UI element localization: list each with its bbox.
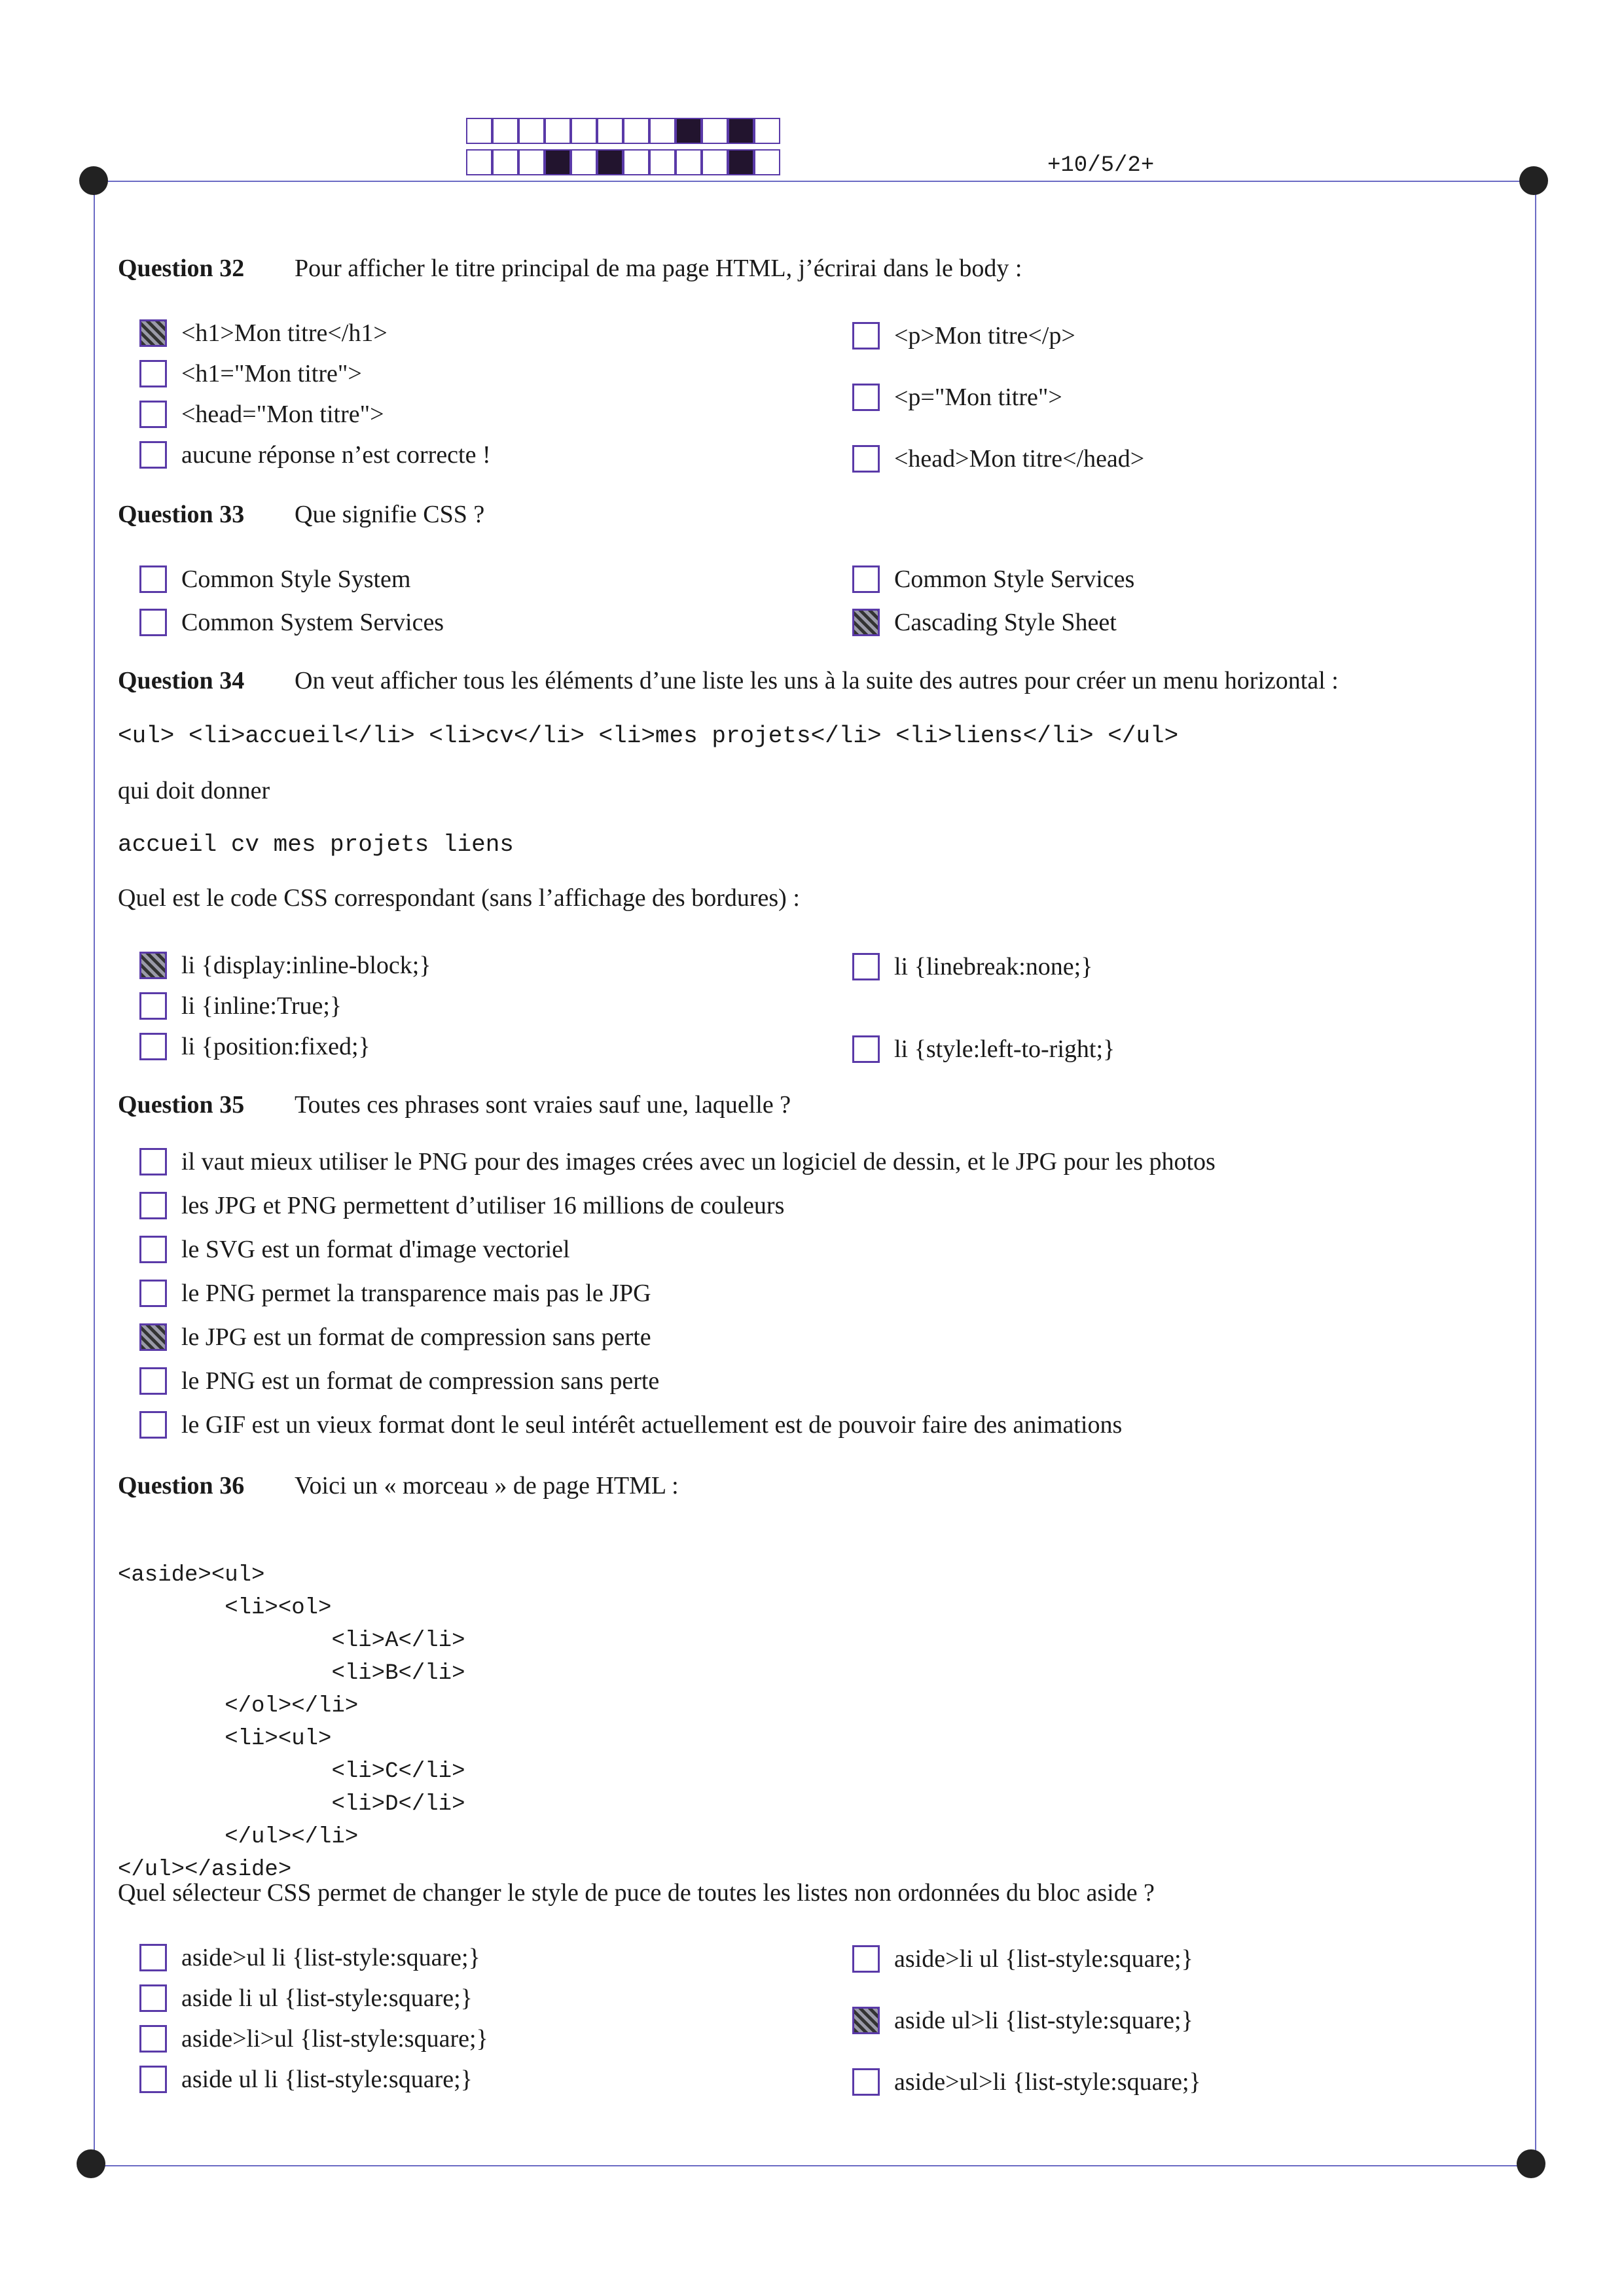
code-box — [466, 149, 492, 175]
q36-option-7[interactable] — [852, 2067, 1201, 2097]
corner-marker-bottom-right — [1517, 2149, 1545, 2178]
code-box — [492, 149, 518, 175]
checkbox[interactable] — [852, 2007, 880, 2034]
code-line: <aside><ul> — [118, 1563, 265, 1588]
checkbox[interactable] — [852, 565, 880, 593]
corner-marker-top-left — [79, 166, 108, 195]
question-36 — [118, 1471, 679, 1500]
q36-option-3[interactable] — [139, 2024, 488, 2054]
q34-option-2[interactable] — [139, 991, 342, 1021]
q34-option-4[interactable] — [852, 952, 1092, 982]
checkbox[interactable] — [139, 1367, 167, 1395]
code-line: <li>A</li> — [118, 1628, 465, 1653]
question-number: Question 36 — [118, 1472, 245, 1499]
option-label: aside>ul>li {list-style:square;} — [894, 2068, 1201, 2096]
corner-marker-bottom-left — [77, 2149, 105, 2178]
checkbox[interactable] — [139, 1280, 167, 1307]
q32-option-1[interactable] — [139, 318, 388, 348]
q34-result-line: accueil cv mes projets liens — [118, 831, 514, 858]
checkbox[interactable] — [139, 2025, 167, 2053]
q34-option-3[interactable] — [139, 1031, 370, 1062]
code-box — [518, 149, 545, 175]
q35-option-1[interactable] — [139, 1147, 1216, 1177]
code-box — [754, 149, 780, 175]
question-number: Question 34 — [118, 667, 245, 694]
code-box — [728, 118, 754, 144]
code-box — [623, 118, 649, 144]
option-label: il vaut mieux utiliser le PNG pour des images crées avec un logiciel de dessin, et le JPG pour les photos — [181, 1148, 1216, 1175]
question-text: Voici un « morceau » de page HTML : — [295, 1472, 679, 1499]
checkbox[interactable] — [852, 384, 880, 411]
q33-option-3[interactable] — [852, 564, 1134, 594]
checkbox[interactable] — [139, 565, 167, 593]
q36-question: Quel sélecteur CSS permet de changer le style de puce de toutes les listes non ordonnées du bloc aside ? — [118, 1879, 1155, 1907]
code-box — [545, 149, 571, 175]
code-box — [623, 149, 649, 175]
q33-option-2[interactable] — [139, 607, 444, 637]
checkbox[interactable] — [852, 1945, 880, 1973]
code-box — [597, 149, 623, 175]
checkbox[interactable] — [139, 1984, 167, 2012]
option-label: li {inline:True;} — [181, 992, 342, 1020]
code-line: <li>D</li> — [118, 1792, 465, 1817]
checkbox[interactable] — [139, 360, 167, 387]
q35-option-5[interactable] — [139, 1322, 651, 1352]
checkbox[interactable] — [139, 319, 167, 347]
option-label: Common Style Services — [894, 565, 1135, 593]
option-label: le SVG est un format d'image vectoriel — [181, 1236, 570, 1263]
checkbox[interactable] — [852, 322, 880, 350]
option-label: li {linebreak:none;} — [894, 953, 1093, 980]
checkbox[interactable] — [139, 1236, 167, 1263]
q34-option-1[interactable] — [139, 950, 431, 980]
option-label: le PNG permet la transparence mais pas le JPG — [181, 1280, 651, 1307]
question-number: Question 33 — [118, 501, 245, 528]
q34-code-line: <ul> <li>accueil</li> <li>cv</li> <li>mes projets</li> <li>liens</li> </ul> — [118, 723, 1179, 749]
code-box — [571, 149, 597, 175]
q36-option-2[interactable] — [139, 1983, 473, 2013]
checkbox[interactable] — [139, 1323, 167, 1351]
q32-option-4[interactable] — [139, 440, 491, 470]
code-line: <li>B</li> — [118, 1661, 465, 1686]
option-label: aside li ul {list-style:square;} — [181, 1984, 473, 2012]
option-label: aucune réponse n’est correcte ! — [181, 441, 491, 469]
q32-option-3[interactable] — [139, 399, 384, 429]
code-line: </ul></aside> — [118, 1857, 292, 1882]
q32-option-2[interactable] — [139, 359, 362, 389]
question-text: Que signifie CSS ? — [295, 501, 485, 528]
checkbox[interactable] — [139, 609, 167, 636]
checkbox[interactable] — [852, 445, 880, 473]
question-number: Question 32 — [118, 255, 245, 282]
option-label: li {display:inline-block;} — [181, 952, 431, 979]
corner-marker-top-right — [1519, 166, 1548, 195]
question-number: Question 35 — [118, 1091, 245, 1119]
code-box — [518, 118, 545, 144]
checkbox[interactable] — [139, 1192, 167, 1219]
code-line: </ol></li> — [118, 1694, 359, 1719]
question-35 — [118, 1090, 791, 1119]
code-box — [676, 149, 702, 175]
code-box — [754, 118, 780, 144]
code-box — [676, 118, 702, 144]
q32-option-6[interactable] — [852, 382, 1062, 412]
checkbox[interactable] — [852, 609, 880, 636]
q34-question: Quel est le code CSS correspondant (sans l’affichage des bordures) : — [118, 884, 800, 912]
option-label: aside>li>ul {list-style:square;} — [181, 2025, 488, 2053]
option-label: Common System Services — [181, 609, 444, 636]
q35-option-7[interactable] — [139, 1410, 1122, 1440]
checkbox[interactable] — [139, 401, 167, 428]
option-label: les JPG et PNG permettent d’utiliser 16 millions de couleurs — [181, 1192, 785, 1219]
q35-option-3[interactable] — [139, 1234, 570, 1265]
option-label: Cascading Style Sheet — [894, 609, 1117, 636]
q36-code-block — [118, 1526, 465, 1919]
option-label: aside>li ul {list-style:square;} — [894, 1945, 1193, 1973]
option-label: <p>Mon titre</p> — [894, 322, 1075, 350]
option-label: <head>Mon titre</head> — [894, 445, 1145, 473]
code-box — [702, 149, 728, 175]
code-box — [545, 118, 571, 144]
option-label: aside>ul li {list-style:square;} — [181, 1944, 480, 1971]
option-label: le GIF est un vieux format dont le seul intérêt actuellement est de pouvoir faire des animations — [181, 1411, 1123, 1439]
checkbox[interactable] — [139, 2066, 167, 2093]
option-label: <p="Mon titre"> — [894, 384, 1062, 411]
code-line: </ul></li> — [118, 1825, 359, 1850]
q32-option-7[interactable] — [852, 444, 1144, 474]
q34-option-5[interactable] — [852, 1034, 1115, 1064]
code-box — [702, 118, 728, 144]
question-34 — [118, 666, 1339, 695]
checkbox[interactable] — [139, 1033, 167, 1060]
checkbox[interactable] — [139, 441, 167, 469]
q36-option-5[interactable] — [852, 1944, 1193, 1974]
question-33 — [118, 500, 484, 529]
option-label: li {position:fixed;} — [181, 1033, 370, 1060]
q35-option-6[interactable] — [139, 1366, 659, 1396]
code-box — [466, 118, 492, 144]
checkbox[interactable] — [139, 1411, 167, 1439]
checkbox[interactable] — [852, 953, 880, 980]
sheet-id: +10/5/2+ — [1047, 153, 1155, 178]
q36-option-1[interactable] — [139, 1943, 480, 1973]
question-32 — [118, 254, 1022, 283]
checkbox[interactable] — [139, 952, 167, 979]
code-line: <li><ul> — [118, 1727, 332, 1751]
question-text: Pour afficher le titre principal de ma page HTML, j’écrirai dans le body : — [295, 255, 1022, 282]
checkbox[interactable] — [852, 1035, 880, 1063]
code-box — [492, 118, 518, 144]
checkbox[interactable] — [139, 1148, 167, 1175]
code-box — [649, 118, 676, 144]
code-box — [571, 118, 597, 144]
option-label: <h1="Mon titre"> — [181, 360, 362, 387]
checkbox[interactable] — [139, 1944, 167, 1971]
checkbox[interactable] — [852, 2068, 880, 2096]
q36-option-6[interactable] — [852, 2005, 1193, 2036]
option-label: le PNG est un format de compression sans perte — [181, 1367, 660, 1395]
q34-mid-text: qui doit donner — [118, 777, 270, 804]
option-label: aside ul>li {list-style:square;} — [894, 2007, 1193, 2034]
code-line: <li>C</li> — [118, 1759, 465, 1784]
question-text: On veut afficher tous les éléments d’une liste les uns à la suite des autres pour créer un menu horizontal : — [295, 667, 1339, 694]
code-box — [728, 149, 754, 175]
q35-option-2[interactable] — [139, 1191, 784, 1221]
q32-option-5[interactable] — [852, 321, 1075, 351]
checkbox[interactable] — [139, 992, 167, 1020]
option-label: <head="Mon titre"> — [181, 401, 384, 428]
q33-option-1[interactable] — [139, 564, 410, 594]
q36-option-4[interactable] — [139, 2064, 473, 2094]
option-label: <h1>Mon titre</h1> — [181, 319, 388, 347]
option-label: aside ul li {list-style:square;} — [181, 2066, 473, 2093]
option-label: li {style:left-to-right;} — [894, 1035, 1115, 1063]
code-box — [597, 118, 623, 144]
q35-option-4[interactable] — [139, 1278, 651, 1308]
q33-option-4[interactable] — [852, 607, 1117, 637]
code-line: <li><ol> — [118, 1596, 332, 1621]
option-label: Common Style System — [181, 565, 411, 593]
code-box — [649, 149, 676, 175]
option-label: le JPG est un format de compression sans perte — [181, 1323, 651, 1351]
question-text: Toutes ces phrases sont vraies sauf une, laquelle ? — [295, 1091, 791, 1119]
